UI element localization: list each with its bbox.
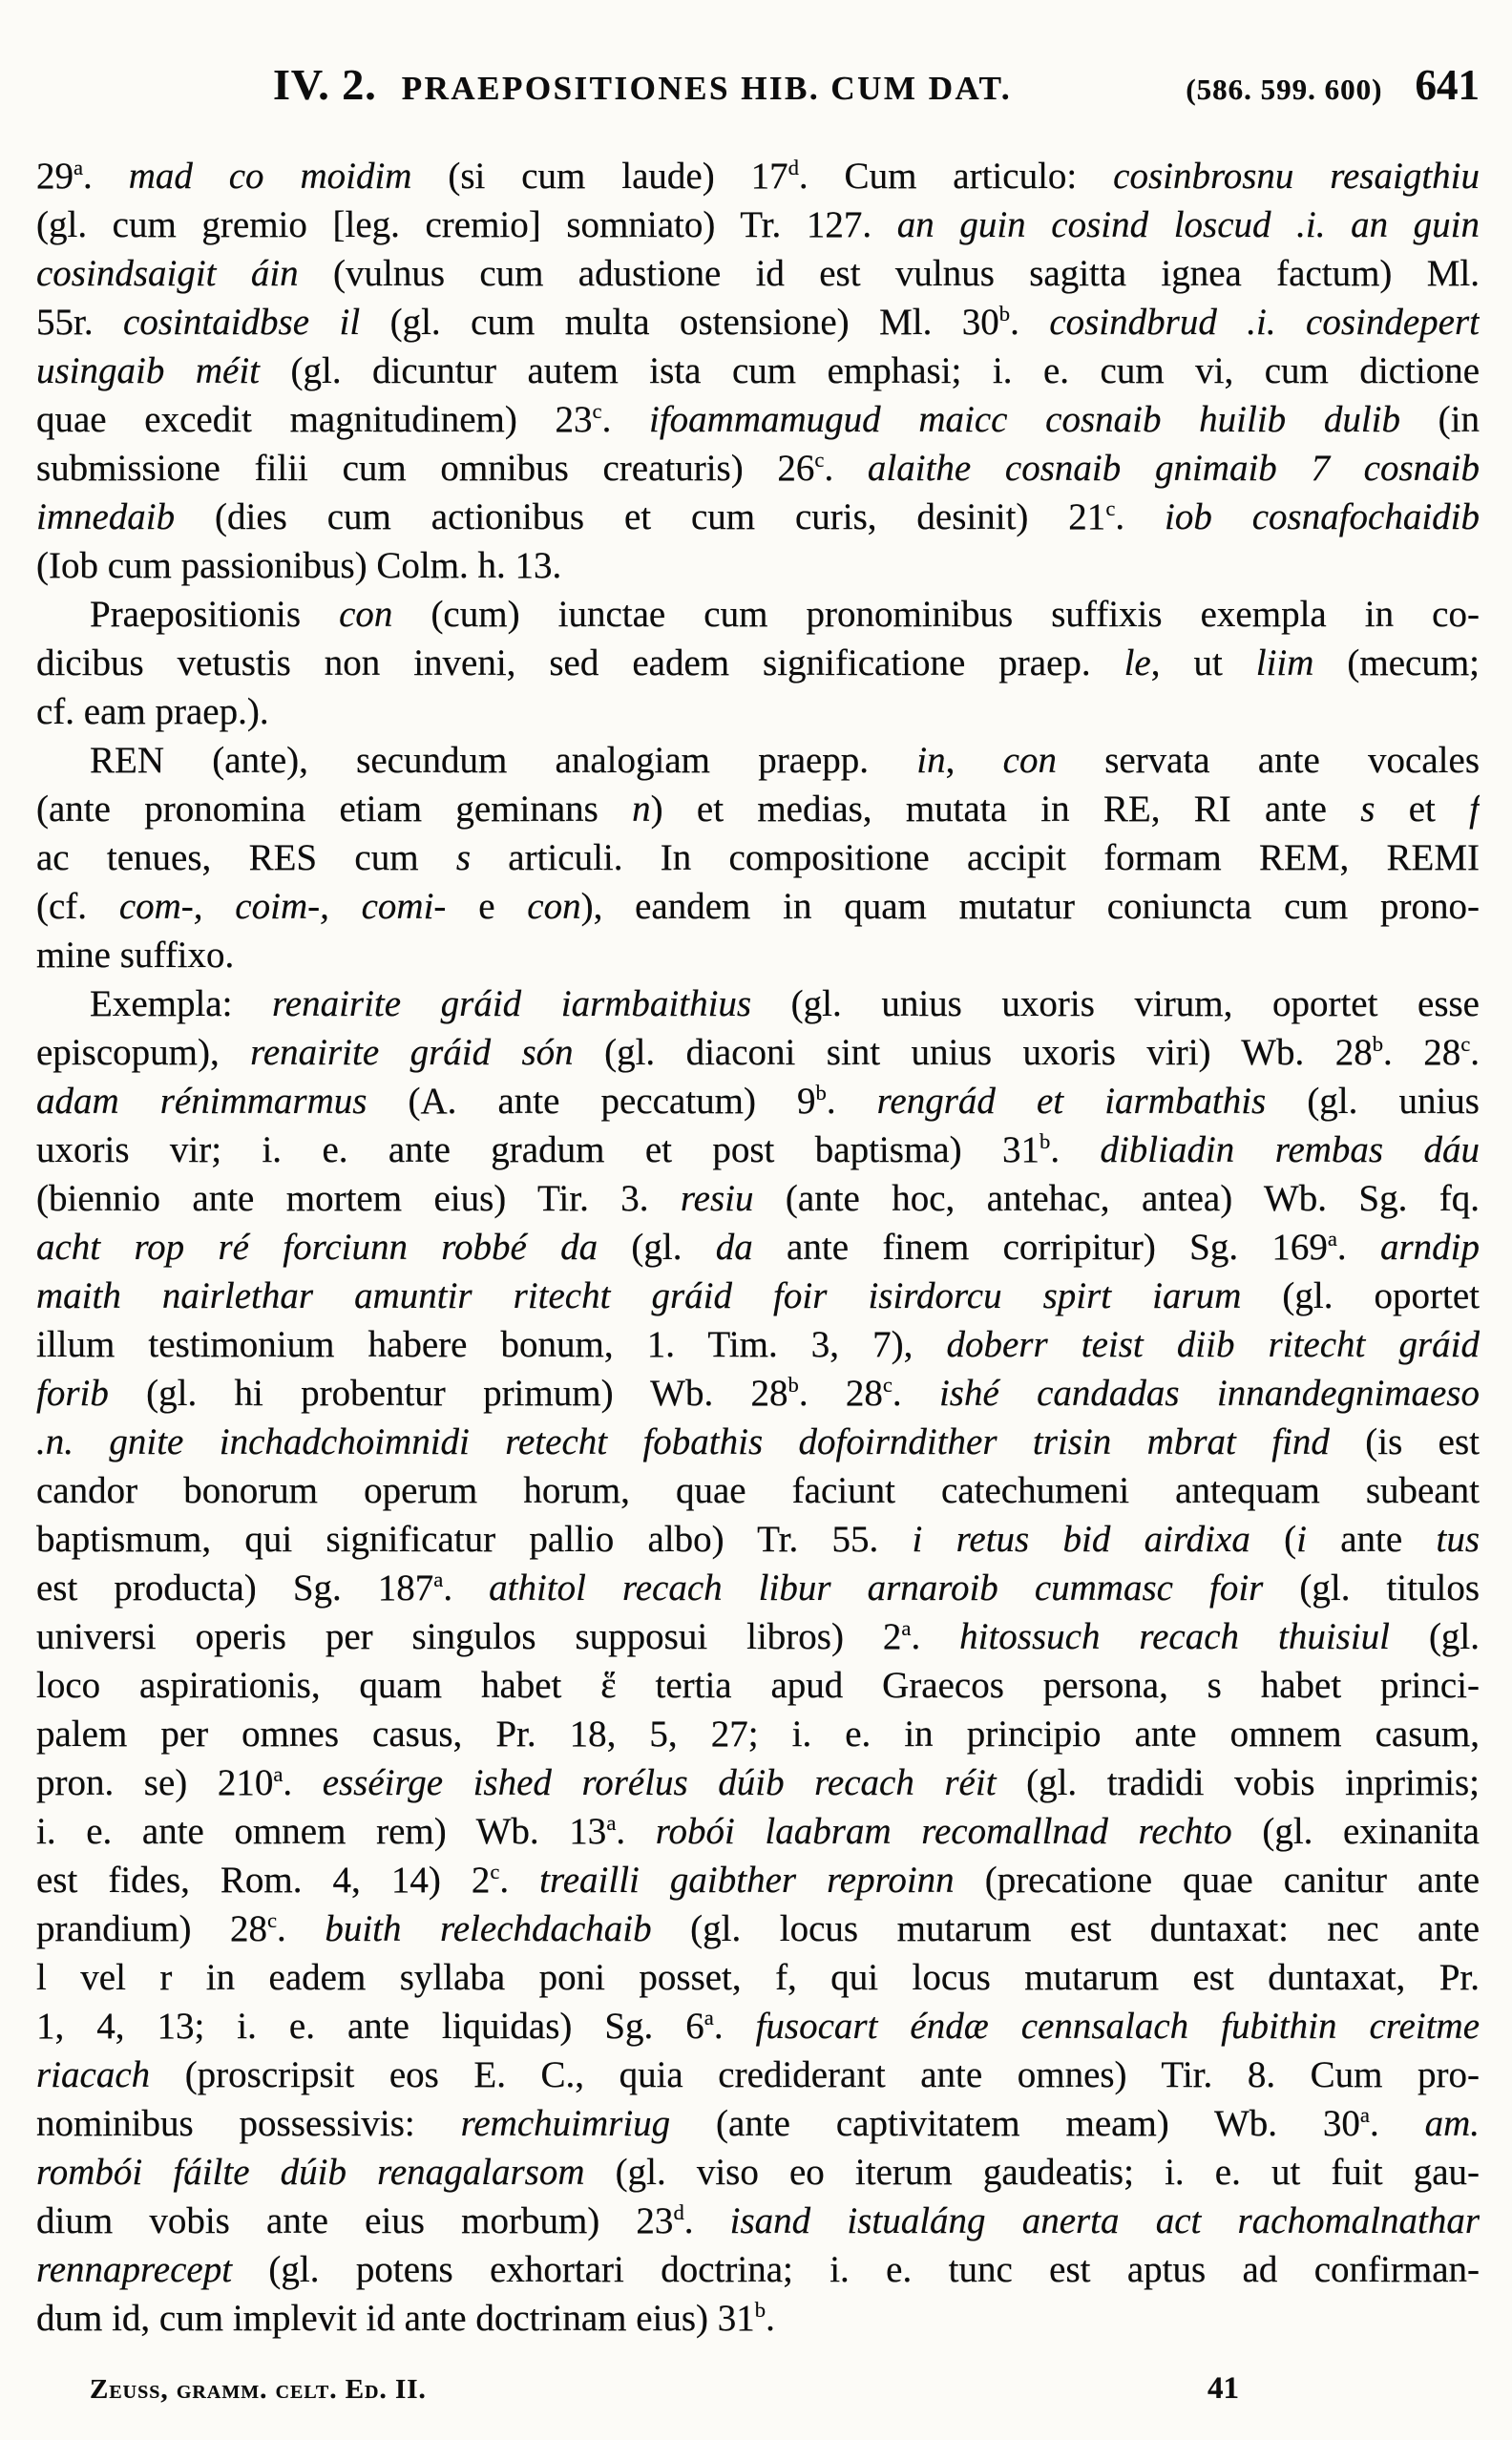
superscript-reference: a [74,156,84,179]
irish-phrase: fusocart éndæ cennsalach fubithin creitme [755,2006,1480,2047]
latin-text: (gl. oportet [1241,1275,1480,1316]
latin-text: Praepositionis [90,594,340,635]
latin-text: . [1369,2103,1425,2144]
latin-text: (proscripsit eos E. C., quia crediderant ante omnes) Tir. 8. Cum pro- [150,2054,1480,2095]
text-line [36,1369,1480,1418]
latin-text: ante finem corripitur) Sg. 169 [752,1227,1328,1268]
irish-phrase: rennaprecept [36,2249,233,2290]
latin-text: baptismum, qui significatur pallio albo) Tr. 55. [36,1519,913,1560]
latin-text: (gl. titulos [1263,1567,1480,1609]
superscript-reference: a [1359,2103,1370,2127]
text-line [36,1661,1480,1710]
irish-phrase: esséirge ished rorélus dúib recach réit [322,1762,997,1803]
superscript-reference: b [788,1373,799,1397]
irish-phrase: hitossuch recach thuisiul [959,1616,1391,1657]
text-line [36,2245,1480,2294]
irish-phrase: maith nairlethar amuntir ritecht gráid foir isirdorcu spirt iarum [36,1275,1242,1316]
irish-phrase: buith relechdachaib [325,1908,652,1949]
latin-text: submissione filii cum omnibus creaturis) 26 [36,448,815,489]
text-line [36,1223,1480,1272]
latin-text: REN (ante), secundum analogiam praepp. [90,740,917,781]
text-line [36,1807,1480,1856]
irish-phrase: tus [1436,1519,1480,1560]
latin-text: . [713,2006,756,2047]
latin-text: . [83,156,129,197]
superscript-reference: a [1327,1227,1337,1251]
superscript-reference: c [814,448,825,472]
irish-phrase: resiu [680,1178,754,1219]
latin-text: nominibus possessivis: [36,2103,461,2144]
superscript-reference: c [592,399,602,423]
text-line [36,979,1480,1028]
irish-phrase: s [1360,789,1376,830]
text-line [36,1612,1480,1661]
page-header [36,59,1480,110]
latin-text: (gl. tradidi vobis inprimis; [996,1762,1480,1803]
latin-text: est fides, Rom. 4, 14) 2 [36,1860,491,1901]
text-line [36,1953,1480,2002]
irish-phrase: athitol recach libur arnaroib cummasc foir [489,1567,1264,1609]
irish-phrase: renairite gráid iarmbaithius [272,983,752,1024]
text-line [36,2148,1480,2197]
latin-text: 29 [36,156,74,197]
superscript-reference: a [606,1811,617,1835]
latin-text: et [1375,789,1470,830]
text-line [36,1320,1480,1369]
latin-text: . [1470,1032,1480,1073]
irish-phrase: robói laabram recomallnad rechto [655,1811,1232,1852]
irish-phrase: an guin cosind loscud .i. an guin [896,204,1480,245]
latin-text: . [892,1373,939,1414]
latin-text: l vel r in eadem syllaba poni posset, f, qui locus mutarum est duntaxat, Pr. [36,1957,1480,1998]
latin-text: (dies cum actionibus et cum curis, desinit) 21 [175,496,1106,537]
page-body [36,152,1480,2343]
latin-text: Exempla: [90,983,273,1024]
latin-text: . [766,2298,775,2339]
latin-text: . 28 [1383,1032,1461,1073]
latin-text: i. e. ante omnem rem) Wb. 13 [36,1811,607,1852]
section-number: IV. 2. [273,60,377,109]
latin-text: (in [1400,399,1480,440]
latin-text: (A. ante peccatum) 9 [367,1081,816,1122]
latin-text: loco aspirationis, quam habet ἕ tertia apud Graecos persona, s habet princi- [36,1665,1480,1706]
page-footer [36,2371,1480,2407]
superscript-reference: b [1372,1032,1384,1056]
irish-phrase: s [455,837,472,878]
superscript-reference: c [266,1908,278,1932]
text-line [36,395,1480,444]
latin-text: . [826,1081,877,1122]
irish-phrase: i retus bid airdixa [912,1519,1250,1560]
latin-text: dium vobis ante eius morbum) 23 [36,2200,674,2241]
irish-phrase: con [1002,740,1057,781]
latin-text: (mecum; [1313,642,1480,684]
text-line [36,1272,1480,1320]
irish-phrase: liim [1255,642,1314,684]
latin-text: (gl. cum multa ostensione) Ml. 30 [360,302,999,343]
latin-text: ante [1306,1519,1437,1560]
irish-phrase: am. [1424,2103,1480,2144]
latin-text: . [824,448,868,489]
irish-phrase: cosindsaigit áin [36,253,299,294]
latin-text: est producta) Sg. 187 [36,1567,434,1609]
text-line [36,785,1480,833]
superscript-reference: d [788,156,799,179]
text-line [36,152,1480,200]
latin-text: mine suffixo. [36,935,235,976]
text-line [36,347,1480,395]
text-line [36,590,1480,639]
paragraph [36,979,1480,2343]
irish-phrase: con [339,594,393,635]
latin-text: , [945,740,1003,781]
latin-text: pron. se) 210 [36,1762,274,1803]
text-line [36,1174,1480,1223]
latin-text: (gl. dicuntur autem ista cum emphasi; i. e. cum vi, cum dictione [260,350,1480,391]
latin-text: (gl. [1390,1616,1480,1657]
irish-phrase: treailli gaibther reproinn [539,1860,955,1901]
latin-text: . [601,399,650,440]
text-line [36,833,1480,882]
latin-text: . [443,1567,490,1609]
latin-text: . [283,1762,323,1803]
latin-text: (ante hoc, antehac, antea) Wb. Sg. fq. [753,1178,1480,1219]
superscript-reference: b [815,1081,827,1104]
latin-text: servata ante vocales [1056,740,1480,781]
irish-phrase: riacach [36,2054,151,2095]
irish-phrase: usingaib méit [36,350,260,391]
irish-phrase: ifoammamugud maicc cosnaib huilib dulib [649,399,1400,440]
superscript-reference: b [998,302,1011,326]
text-line [36,736,1480,785]
irish-phrase: cosindbrud .i. cosindepert [1049,302,1480,343]
text-line [36,200,1480,249]
latin-text: illum testimonium habere bonum, 1. Tim. 3, 7), [36,1324,947,1365]
irish-phrase: cosintaidbse il [123,302,361,343]
irish-phrase: adam rénimmarmus [36,1081,368,1122]
latin-text: 55r. [36,302,124,343]
latin-text: (gl. unius [1266,1081,1480,1122]
latin-text: . [277,1908,326,1949]
latin-text: (gl. unius uxoris virum, oportet esse [751,983,1480,1024]
paragraph [36,590,1480,736]
irish-phrase: alaithe cosnaib gnimaib 7 cosnaib [867,448,1480,489]
superscript-reference: a [704,2006,714,2030]
latin-text: candor bonorum operum horum, quae faciunt catechumeni antequam subeant [36,1470,1480,1511]
latin-text: (cf. [36,886,119,927]
superscript-reference: b [754,2298,766,2322]
latin-text: cf. eam praep.). [36,691,269,732]
text-line [36,2051,1480,2099]
text-line [36,687,1480,736]
text-line [36,444,1480,493]
irish-phrase: arndip [1379,1227,1480,1268]
text-line [36,1466,1480,1515]
latin-text: prandium) 28 [36,1908,267,1949]
text-line [36,249,1480,298]
latin-text: dicibus vetustis non inveni, sed eadem significatione praep. [36,642,1124,684]
superscript-reference: c [882,1373,892,1397]
latin-text: (vulnus cum adustione id est vulnus sagitta ignea factum) Ml. [298,253,1480,294]
irish-phrase: le [1124,642,1151,684]
latin-text: . [911,1616,960,1657]
latin-text: . [683,2200,730,2241]
irish-phrase: remchuimriug [460,2103,671,2144]
latin-text: . [616,1811,656,1852]
text-line [36,2002,1480,2051]
latin-text: universi operis per singulos supposui libros) 2 [36,1616,902,1657]
irish-phrase: cosinbrosnu resaigthiu [1113,156,1480,197]
irish-phrase: ishé candadas innandegnimaeso [938,1373,1480,1414]
latin-text: (gl. locus mutarum est duntaxat: nec ante [651,1908,1480,1949]
superscript-reference: c [1105,496,1116,520]
irish-phrase: doberr teist diib ritecht gráid [946,1324,1480,1365]
latin-text: (gl. potens exhortari doctrina; i. e. tunc est aptus ad confirman- [232,2249,1480,2290]
latin-text: articuli. In compositione accipit formam REM, REMI [471,837,1480,878]
latin-text: (precatione quae canitur ante [954,1860,1480,1901]
latin-text: palem per omnes casus, Pr. 18, 5, 27; i. e. in principio ante omnem casum, [36,1714,1480,1755]
text-line [36,882,1480,931]
irish-phrase: mad co moidim [128,156,412,197]
latin-text: quae excedit magnitudinem) 23 [36,399,593,440]
superscript-reference: a [901,1616,912,1640]
latin-text: ), eandem in quam mutatur coniuncta cum prono- [580,886,1480,927]
latin-text: dum id, cum implevit id ante doctrinam eius) 31 [36,2298,755,2339]
text-line [36,1515,1480,1564]
latin-text: 1, 4, 13; i. e. ante liquidas) Sg. 6 [36,2006,704,2047]
irish-phrase: .n. gnite inchadchoimnidi retecht fobathis dofoirndither trisin mbrat find [36,1421,1330,1462]
text-line [36,298,1480,347]
paragraph [36,152,1480,590]
irish-phrase: i [1296,1519,1307,1560]
text-line [36,1758,1480,1807]
superscript-reference: c [1460,1032,1471,1056]
text-line [36,541,1480,590]
book-signature: Zeuss, gramm. celt. Ed. II. [90,2374,427,2405]
text-line [36,1077,1480,1125]
irish-phrase: forib [36,1373,109,1414]
irish-phrase: con [527,886,581,927]
text-line [36,931,1480,979]
latin-text: (gl. viso eo iterum gaudeatis; i. e. ut fuit gau- [584,2152,1480,2193]
latin-text: (ante captivitatem meam) Wb. 30 [670,2103,1360,2144]
latin-text: (gl. hi probentur primum) Wb. 28 [108,1373,788,1414]
latin-text: (gl. diaconi sint unius uxoris viri) Wb. 28 [573,1032,1373,1073]
latin-text: ) et medias, mutata in RE, RI ante [650,789,1361,830]
latin-text: . [1050,1129,1101,1170]
latin-text: (Iob cum passionibus) Colm. h. 13. [36,545,562,586]
sheet-number: 41 [1208,2371,1239,2406]
text-line [36,1856,1480,1904]
latin-text: . [1010,302,1050,343]
superscript-reference: a [433,1567,444,1591]
latin-text: (ante pronomina etiam geminans [36,789,633,830]
irish-phrase: renairite gráid són [250,1032,574,1073]
latin-text: ac tenues, RES cum [36,837,456,878]
text-line [36,2294,1480,2343]
irish-phrase: n [632,789,651,830]
latin-text: (gl. cum gremio [leg. cremio] somniato) Tr. 127. [36,204,897,245]
latin-text: . [1336,1227,1380,1268]
superscript-reference: a [273,1762,284,1786]
latin-text: . [1115,496,1165,537]
text-line [36,493,1480,541]
folio-references: (586. 599. 600) [1186,73,1383,106]
irish-phrase: imnedaib [36,496,176,537]
latin-text: uxoris vir; i. e. ante gradum et post baptisma) 31 [36,1129,1040,1170]
latin-text: (gl. [598,1227,716,1268]
irish-phrase: acht rop ré forciunn robbé da [36,1227,598,1268]
latin-text: . Cum articulo: [798,156,1114,197]
latin-text: , ut [1150,642,1256,684]
text-line [36,2099,1480,2148]
irish-phrase: f [1469,789,1480,830]
superscript-reference: b [1040,1129,1051,1153]
latin-text: . 28 [798,1373,883,1414]
text-line [36,1418,1480,1466]
irish-phrase: dibliadin rembas dáu [1100,1129,1480,1170]
text-line [36,1028,1480,1077]
irish-phrase: iob cosnafochaidib [1165,496,1480,537]
irish-phrase: da [715,1227,753,1268]
text-line [36,1904,1480,1953]
latin-text: (biennio ante mortem eius) Tir. 3. [36,1178,681,1219]
text-line [36,2197,1480,2245]
page-number: 641 [1415,61,1480,109]
latin-text: (cum) iunctae cum pronominibus suffixis exempla in co- [392,594,1480,635]
irish-phrase: in [916,740,946,781]
superscript-reference: c [490,1860,500,1883]
latin-text: . [499,1860,540,1901]
text-line [36,1710,1480,1758]
latin-text: (is est [1329,1421,1480,1462]
irish-phrase: isand istualáng anerta act rachomalnathar [729,2200,1480,2241]
page-title: PRAEPOSITIONES HIB. CUM DAT. [401,70,1013,107]
latin-text: (gl. exinanita [1231,1811,1480,1852]
irish-phrase: rombói fáilte dúib renagalarsom [36,2152,585,2193]
irish-phrase: com-, coim-, comi- [118,886,447,927]
latin-text: episcopum), [36,1032,251,1073]
text-line [36,1125,1480,1174]
text-line [36,1564,1480,1612]
latin-text: e [446,886,528,927]
latin-text: (si cum laude) 17 [411,156,788,197]
superscript-reference: d [673,2200,684,2224]
text-line [36,639,1480,687]
latin-text: ( [1250,1519,1297,1560]
paragraph [36,736,1480,979]
irish-phrase: rengrád et iarmbathis [876,1081,1267,1122]
